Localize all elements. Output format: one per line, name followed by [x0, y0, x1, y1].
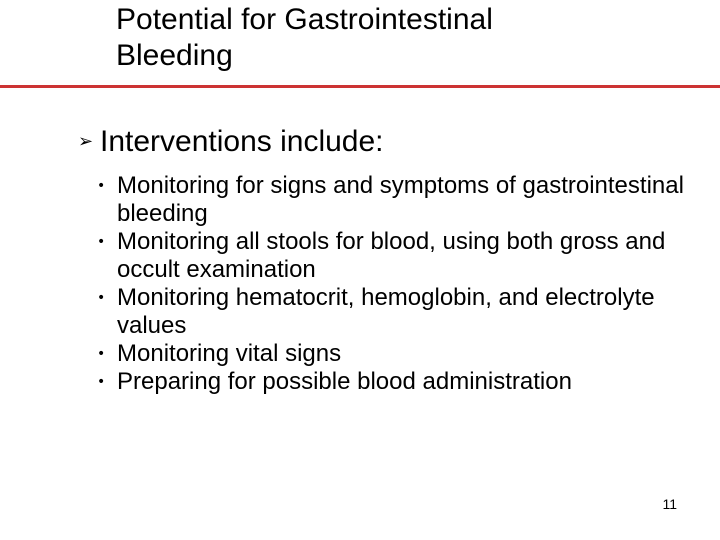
bullet-text: Preparing for possible blood administration: [117, 368, 572, 395]
bullet-text: Monitoring hematocrit, hemoglobin, and electrolyte values: [117, 284, 655, 339]
bullet-text: Monitoring for signs and symptoms of gastrointestinal bleeding: [117, 172, 684, 227]
bullet-list: [97, 172, 712, 396]
bullet-dot-icon: •: [97, 234, 106, 250]
bullet-text: Monitoring vital signs: [117, 340, 342, 367]
bullet-item: [97, 368, 712, 396]
heading-text: Interventions include:: [100, 125, 384, 158]
bullet-item: [97, 172, 712, 228]
arrow-right-icon: ➢: [78, 131, 94, 152]
bullet-item: [97, 340, 712, 368]
bullet-dot-icon: •: [97, 346, 106, 362]
title-rule: [0, 85, 720, 88]
bullet-dot-icon: •: [97, 290, 106, 306]
bullet-item: [97, 228, 712, 284]
bullet-dot-icon: •: [97, 374, 106, 390]
slide-title-line: Bleeding: [116, 39, 233, 72]
heading-item: [78, 124, 384, 164]
bullet-text: Monitoring all stools for blood, using both gross and occult examination: [117, 228, 666, 283]
slide-title: [116, 2, 676, 74]
bullet-dot-icon: •: [97, 178, 106, 194]
bullet-item: [97, 284, 712, 340]
slide-title-line: Potential for Gastrointestinal: [116, 3, 493, 36]
page-number: 11: [662, 496, 677, 512]
